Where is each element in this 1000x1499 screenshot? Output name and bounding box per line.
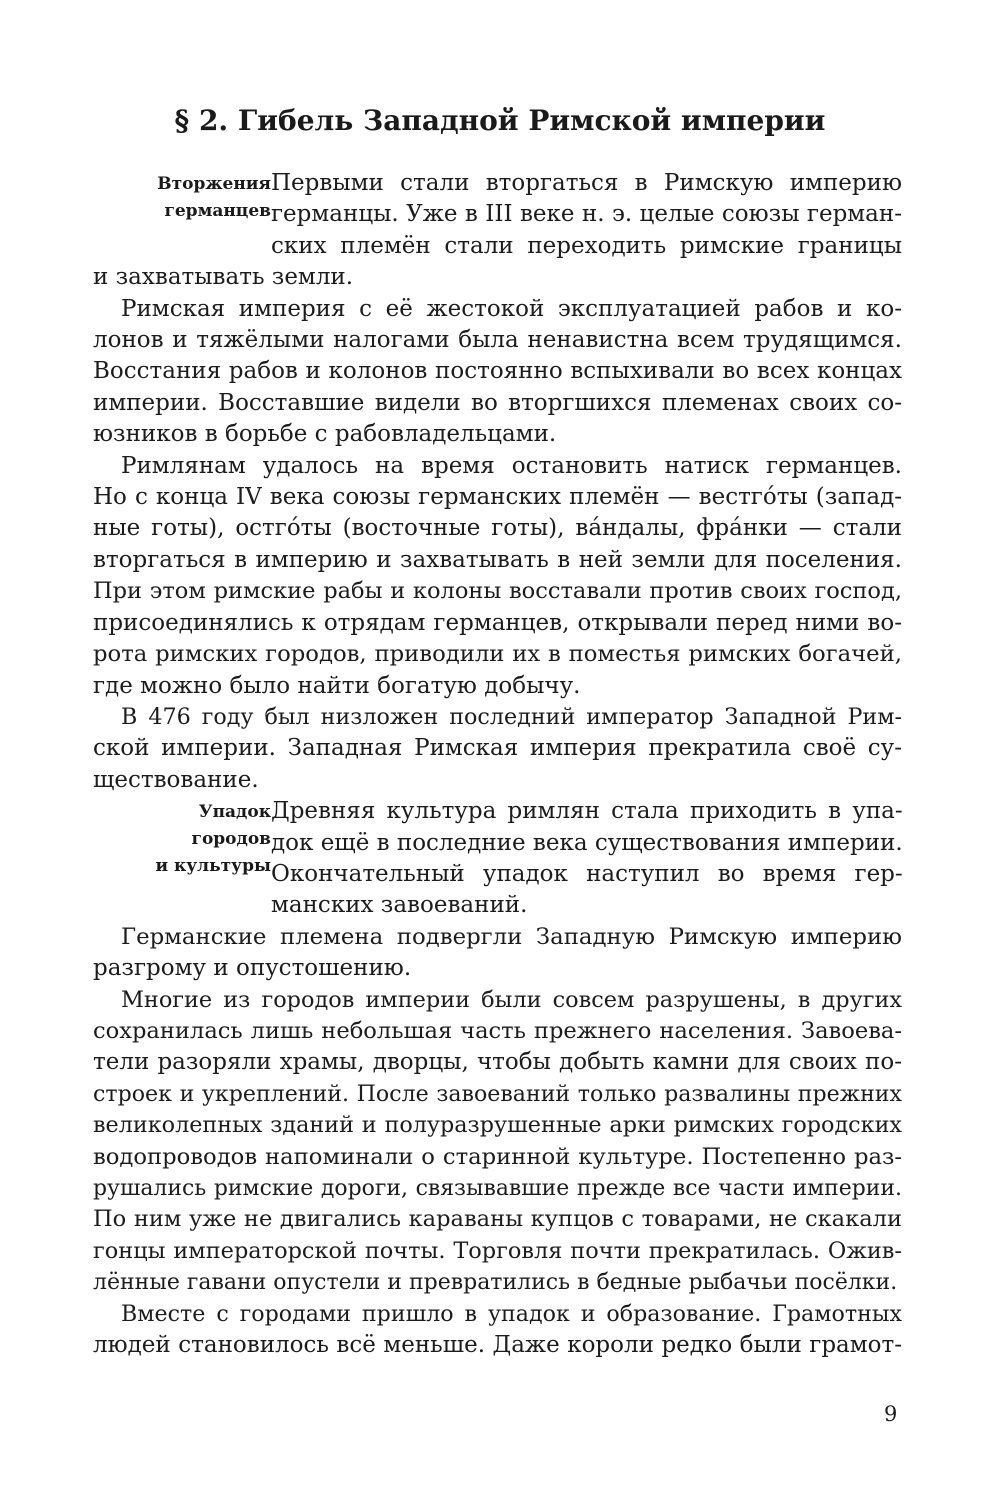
text-line: строек и укреплений. После завоеваний только развалины прежних (93, 1080, 902, 1107)
text-line: ные готы), остго́ты (восточные готы), ва́ндалы, фра́нки — стали (93, 515, 902, 542)
text-line: сохранилась лишь небольшая часть прежнего населения. Завоева- (93, 1017, 902, 1044)
text-line: Многие из городов империи были совсем разрушены, в других (121, 986, 902, 1013)
text-line: Римлянам удалось на время остановить натиск германцев. (121, 452, 902, 479)
text-line: где можно было найти богатую добычу. (93, 672, 581, 699)
text-line: разгрому и опустошению. (93, 955, 412, 982)
text-line: Но с конца IV века союзы германских племён — вестго́ты (запад- (93, 484, 902, 511)
text-line: германцы. Уже в III веке н. э. целые союзы герман- (271, 201, 902, 228)
text-line: империи. Восставшие видели во вторгшихся племенах своих со- (93, 389, 902, 416)
page-number: 9 (884, 1402, 898, 1426)
section-text (271, 796, 903, 922)
text-line: Первыми стали вторгаться в Римскую империю (271, 170, 902, 196)
paragraph (93, 702, 902, 796)
side-heading-line: городов (191, 829, 271, 850)
text-line: Вместе с городами пришло в упадок и образование. Грамотных (121, 1300, 902, 1327)
text-line: людей становилось всё меньше. Даже короли редко были грамот- (93, 1332, 902, 1359)
section-invasion (93, 168, 902, 262)
text-line: вторгаться в империю и захватывать в ней земли для поселения. (93, 546, 902, 573)
text-line: Окончательный упадок наступил во время гер- (271, 860, 903, 887)
text-line: юзников в борьбе с рабовладельцами. (93, 421, 557, 448)
paragraph (93, 922, 902, 985)
side-heading-line: Вторжения (157, 174, 271, 194)
text-line: тели разоряли храмы, дворцы, чтобы добыть камни для своих по- (93, 1049, 902, 1076)
text-line: По ним уже не двигались караваны купцов с товарами, не скакали (93, 1206, 902, 1233)
text-line: манских завоеваний. (271, 892, 528, 919)
text-line: Римская империя с её жестокой эксплуатацией рабов и ко- (121, 295, 902, 322)
text-line: гонцы императорской почты. Торговля почти прекратилась. Ожив- (93, 1237, 902, 1264)
text-line: В 476 году был низложен последний император Западной Рим- (121, 703, 902, 730)
page-title: § 2. Гибель Западной Римской империи (174, 104, 826, 137)
text-line: ществование. (93, 766, 259, 793)
paragraph (93, 451, 902, 702)
side-heading (93, 168, 271, 225)
side-heading-line: Упадок (198, 802, 271, 823)
text-line: рота римских городов, приводили их в поместья римских богачей, (93, 641, 902, 668)
section-decline (93, 796, 902, 922)
text-line: присоединялись к отрядам германцев, открывали перед ними во- (93, 609, 902, 636)
text-line: и захватывать земли. (93, 264, 354, 291)
page-body (93, 168, 902, 1361)
section-text (271, 168, 902, 262)
text-line: Древняя культура римлян стала приходить в упа- (271, 798, 903, 825)
text-line: рушались римские дороги, связывавшие прежде все части империи. (93, 1176, 902, 1201)
text-line: лонов и тяжёлыми налогами была ненавистна всем трудящимся. (93, 327, 902, 354)
paragraph (93, 985, 902, 1299)
text-line: Германские племена подвергли Западную Римскую империю (121, 923, 902, 950)
side-heading-line: и культуры (155, 856, 271, 877)
text-line: При этом римские рабы и колоны восставали против своих господ, (93, 578, 902, 605)
paragraph (93, 1299, 902, 1362)
text-line: ских племён стали переходить римские границы (271, 232, 902, 259)
text-line: док ещё в последние века существования империи. (271, 829, 903, 856)
text-line: лённые гавани опустели и превратились в бедные рыбачьи посёлки. (93, 1270, 898, 1296)
text-line: великолепных зданий и полуразрушенные арки римских городских (93, 1112, 902, 1139)
side-heading (93, 796, 271, 880)
paragraph (93, 294, 902, 451)
text-line: Восстания рабов и колонов постоянно вспыхивали во всех концах (93, 358, 902, 385)
side-heading-line: германцев (164, 201, 271, 221)
text-line: ской империи. Западная Римская империя прекратила своё су- (93, 735, 902, 762)
text-line: водопроводов напоминали о старинной культуре. Постепенно раз- (93, 1143, 902, 1170)
